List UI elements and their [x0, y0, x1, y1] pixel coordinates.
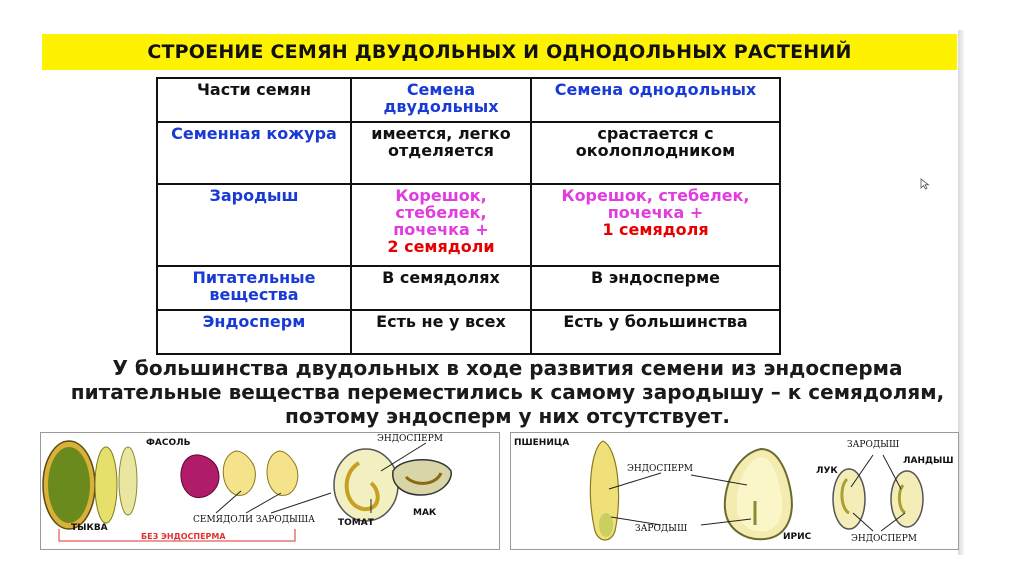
row-part-label: Эндосперм	[157, 310, 351, 354]
label-mak: МАК	[413, 508, 437, 518]
mouse-cursor-icon	[920, 178, 930, 190]
row-monocot-cell: Есть у большинства	[531, 310, 780, 354]
row-part-label: Питательные вещества	[157, 266, 351, 310]
row-part-label: Семенная кожура	[157, 122, 351, 184]
bean-half	[223, 451, 255, 495]
row-dicot-cell: В семядолях	[351, 266, 531, 310]
embryo-parts-text: Корешок, стебелек, почечка +	[561, 186, 750, 222]
table-row	[157, 122, 780, 184]
cotyledon-shape	[119, 447, 137, 515]
bean-seed	[181, 455, 219, 498]
row-dicot-cell: имеется, легко отделяется	[351, 122, 531, 184]
label-fasol: ФАСОЛЬ	[146, 438, 191, 448]
row-monocot-cell	[531, 184, 780, 266]
header-parts: Части семян	[157, 78, 351, 122]
page-title: СТРОЕНИЕ СЕМЯН ДВУДОЛЬНЫХ И ОДНОДОЛЬНЫХ РАСТЕНИЙ	[147, 41, 852, 63]
label-iris: ИРИС	[783, 532, 812, 542]
label-luk: ЛУК	[816, 466, 838, 476]
pumpkin-embryo	[48, 447, 90, 523]
dicot-seeds-figure	[40, 432, 500, 550]
table-row	[157, 266, 780, 310]
label-cotyledons: СЕМЯДОЛИ ЗАРОДЫША	[193, 515, 315, 525]
bean-half	[267, 451, 298, 495]
label-landysh: ЛАНДЫШ	[903, 456, 954, 466]
label-zarodysh-2: ЗАРОДЫШ	[847, 440, 900, 450]
monocot-seeds-illustration	[511, 433, 958, 549]
wheat-embryo	[599, 513, 613, 537]
label-no-endosperm: БЕЗ ЭНДОСПЕРМА	[141, 532, 226, 541]
label-tomat: ТОМАТ	[338, 518, 374, 528]
header-dicots: Семена двудольных	[351, 78, 531, 122]
poppy-seed	[393, 460, 451, 495]
row-part-label: Зародыш	[157, 184, 351, 266]
label-zarodysh: ЗАРОДЫШ	[635, 524, 688, 534]
label-endosperm: ЭНДОСПЕРМ	[377, 434, 444, 444]
label-tykva: ТЫКВА	[71, 523, 108, 533]
row-monocot-cell: В эндосперме	[531, 266, 780, 310]
label-endosperm: ЭНДОСПЕРМ	[627, 464, 694, 474]
dicot-seeds-illustration	[41, 433, 499, 549]
label-endosperm-2: ЭНДОСПЕРМ	[851, 534, 918, 544]
table-header-row	[157, 78, 780, 122]
monocot-seeds-figure	[510, 432, 959, 550]
cotyledon-shape	[95, 447, 117, 523]
title-bar	[42, 34, 957, 70]
cotyledon-count-text: 2 семядоли	[387, 237, 495, 256]
label-pshenitsa: ПШЕНИЦА	[514, 438, 570, 448]
table-row	[157, 184, 780, 266]
row-monocot-cell: срастается с околоплодником	[531, 122, 780, 184]
explanation-text: У большинства двудольных в ходе развития семени из эндосперма питательные вещества переместились к самому зародышу – к семядолям, поэтому эндосперм у них отсутствует.	[70, 356, 945, 428]
cotyledon-count-text: 1 семядоля	[602, 220, 709, 239]
embryo-parts-text: Корешок, стебелек, почечка +	[393, 186, 489, 239]
table-row	[157, 310, 780, 354]
header-monocots: Семена однодольных	[531, 78, 780, 122]
row-dicot-cell	[351, 184, 531, 266]
seed-structure-table	[156, 77, 781, 355]
row-dicot-cell: Есть не у всех	[351, 310, 531, 354]
